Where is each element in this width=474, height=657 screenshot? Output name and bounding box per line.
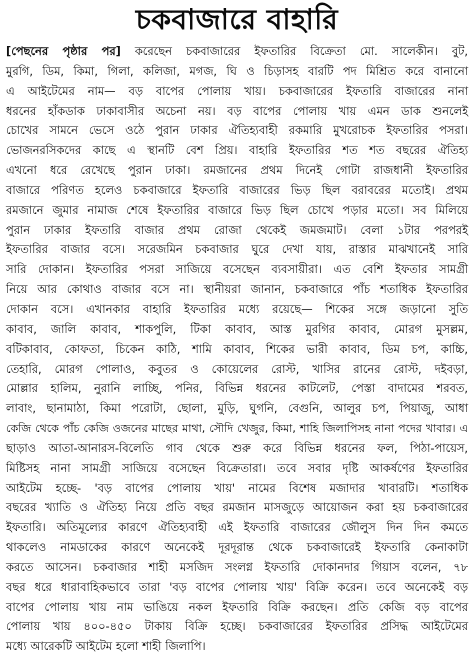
article-line: আইটেম হচ্ছে- 'বড় বাপের পোলায় খায়' নামের বিশেষ মজাদার খাবারটি। শতাধিক	[6, 480, 468, 495]
article-line: লাবাং, ছানামাঠা, কিমা পরোটা, ছোলা, মুড়ি, ঘুগনি, বেগুনি, আলুর চপ, পিয়াজু, আধা	[6, 401, 468, 416]
article-line: ভোজনরসিকদের কাছে এ স্থানটি বেশ প্রিয়। বাহারি ইফতারির শত শত বছরের ঐতিহ্য	[6, 143, 468, 158]
article-line: দোকান বসে। এখানকার বাহারি ইফতারির মধ্যে রয়েছে— শিকের সঙ্গে জড়ানো সুতি	[6, 301, 468, 316]
article-line	[6, 42, 468, 62]
article-line: মধ্যে আরেকটি আইটেম হলো শাহী জিলাপি।	[6, 639, 206, 654]
article-line: মুরগি, ডিম, কিমা, গিলা, কলিজা, মগজ, ঘি ও চিড়াসহ বারটি পদ মিশ্রিত করে বানানো	[6, 63, 468, 78]
article-line: পোলায় খায় ৪০০-৪৫০ টাকায় বিক্রি হচ্ছে। চকবাজারের ইফতারির প্রসিদ্ধ আইটেমের	[6, 619, 468, 634]
article-line: মোল্লার হালিম, নুরানি লাচ্ছি, পনির, বিভিন্ন ধরনের কাটলেট, পেস্তা বাদামের শরবত,	[6, 381, 468, 396]
article-line: করতে আসেন। চকবাজার শাহী মসজিদ সংলগ্ন ইফতারি দোকানদার গিয়াস বলেন, ৭৮	[6, 559, 468, 574]
article-line: কেজি থেকে পাঁচ কেজি ওজনের মাছের মাথা, সৌদি খেজুর, কিমা, শাহি জিলাপিসহ নানা পদের খাবার। এ	[6, 422, 468, 436]
article-line: বাজারে পরিণত হলেও চকবাজারে ইফতারি বাজারের ভিড় ছিল বরাবরের মতোই। প্রথম	[6, 182, 468, 197]
article-line: ইফতারি। অতিমূল্যের কারণে ঐতিহ্যবাহী এই ইফতারি বাজারের জৌলুস দিন দিন কমতে	[6, 520, 468, 535]
article-line: বছর ধরে ধারাবাহিকভাবে তারা 'বড় বাপের পোলায় খায়' বিক্রি করেন। তবে অনেকেই বড়	[6, 579, 468, 594]
article-line: কাবাব, জালি কাবাব, শাকপুলি, টিকা কাবাব, আস্ত মুরগির কাবাব, মোরগ মুসল্লম,	[6, 321, 468, 336]
article-line: বটিকাবাব, কোফতা, চিকেন কাঠি, শামি কাবাব, শিকের ভারী কাবাব, ডিম চপ, কাচ্চি,	[6, 341, 468, 356]
article-line: নিয়ে আর কোথাও বাজার বসে না। স্থানীয়রা জানান, চকবাজারে পাঁচ শতাধিক ইফতারির	[6, 282, 468, 297]
article-line: পুরান ঢাকার ইফতারি বাজার প্রথম রোজা থেকেই জমজমাট। বেলা ১টার পরপরই	[6, 222, 468, 237]
article-line: চোখের সামনে ভেসে ওঠে পুরান ঢাকার ঐতিহ্যবাহী রকমারি মুখরোচক ইফতারির পসরা।	[6, 123, 468, 138]
article-body	[6, 42, 468, 657]
article-line: ছাড়াও আতা-আনারস-বিলেতি গাব থেকে শুরু করে বিভিন্ন ধরনের ফল, পিঠা-পায়েস,	[6, 440, 469, 455]
article-line: এখনো ধরে রেখেছে পুরান ঢাকা। রমজানের প্রথম দিনেই গোটা রাজধানী ইফতারির	[6, 163, 468, 178]
article-line: এ আইটেমের নাম— বড় বাপের পোলায় খায়। চকবাজারের ইফতারি বাজারের নানা	[6, 83, 468, 98]
article-line: থাকলেও নামডাকের কারণে অনেকেই দূরদূরান্ত থেকে চকবাজারেই ইফতারি কেনাকাটা	[6, 540, 468, 555]
headline: চকবাজারে বাহারি	[135, 3, 339, 36]
article-line: রমজানে জুমার নামাজ শেষে ইফতারির বাজারে ভিড় ছিল চোখে পড়ার মতো। সব মিলিয়ে	[6, 202, 468, 217]
continuation-marker: [পেছনের পৃষ্ঠার পর]	[6, 44, 121, 58]
article-line: তেহারি, মোরগ পোলাও, কবুতর ও কোয়েলের রোস্ট, খাসির রানের রোস্ট, দইবড়া,	[6, 361, 468, 376]
article-line-text: করেছেন চকবাজারের ইফতারির বিক্রেতা মো. সালেকীন। বুট,	[120, 44, 468, 58]
article-line: বাপের পোলায় খায় নাম ভাঙিয়ে নকল ইফতারি বিক্রি করছেন। প্রতি কেজি বড় বাপের	[6, 599, 468, 614]
article-line: বছরের খ্যাতি ও ঐতিহ্য নিয়ে প্রতি বছর রমজান মাসজুড়ে আয়োজন করা হয় চকবাজারের	[6, 500, 468, 515]
article-line: ইফতারির বাজার বসে। সরেজমিন চকবাজার ঘুরে দেখা যায়, রাস্তার মাঝখানেই সারি	[6, 242, 468, 257]
article-line: সারি দোকান। ইফতারির পসরা সাজিয়ে বসেছেন ব্যবসায়ীরা। এত বেশি ইফতার সামগ্রী	[6, 262, 468, 277]
article-line: মিষ্টিসহ নানা সামগ্রী সাজিয়ে বসেছেন বিক্রেতারা। তবে সবার দৃষ্টি আকর্ষণের ইফতারির	[6, 460, 468, 475]
article-line: ধরনের হাঁকডাক ঢাকাবাসীর অচেনা নয়। বড় বাপের পোলায় খায় এমন ডাক শুনলেই	[6, 103, 468, 118]
